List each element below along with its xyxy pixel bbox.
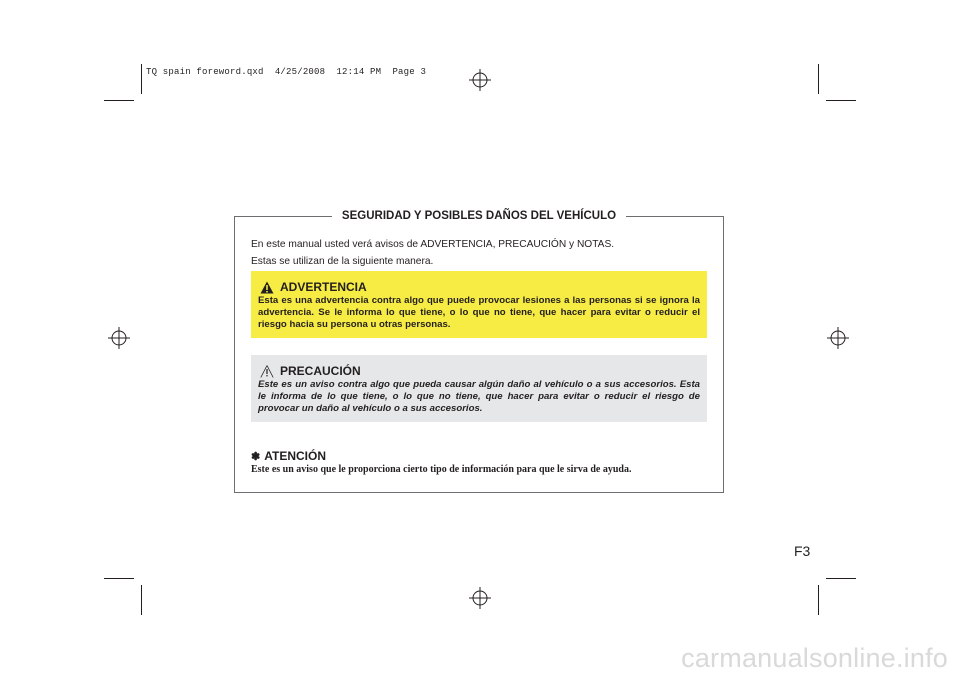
caution-heading-row [258,364,700,378]
section-title: SEGURIDAD Y POSIBLES DAÑOS DEL VEHÍCULO [332,210,626,222]
crop-mark [826,100,856,101]
page-number: F3 [794,543,811,559]
crop-mark [826,578,856,579]
crop-mark [141,64,142,94]
caution-box [251,355,707,422]
print-slug: TQ spain foreword.qxd 4/25/2008 12:14 PM Page 3 [146,67,427,77]
watermark: carmanualsonline.info [681,643,948,673]
warning-heading: ADVERTENCIA [280,280,367,294]
crop-mark [104,578,134,579]
note-block [251,449,707,476]
registration-mark-icon [108,327,130,349]
intro-text [251,236,614,270]
caution-triangle-icon [260,365,274,378]
section-title-wrap [235,207,723,224]
registration-mark-icon [827,327,849,349]
note-text: Este es un aviso que le proporciona cierto tipo de información para que le sirva de ayuda. [251,464,632,475]
warning-triangle-icon [260,281,274,294]
crop-mark [818,64,819,94]
crop-mark [141,585,142,615]
caution-text: Este es un aviso contra algo que pueda causar algún daño al vehículo o a sus accesorios. Esta le informa de lo que tiene, o lo que no tiene, que hacer para evitar o reducir el riesgo de provocar un daño al vehículo o a sus accesorios. [258,379,700,414]
safety-section-frame [234,210,724,493]
intro-line-1: En este manual usted verá avisos de ADVERTENCIA, PRECAUCIÓN y NOTAS. [251,239,615,250]
registration-mark-icon [469,587,491,609]
caution-heading: PRECAUCIÓN [280,364,361,378]
note-star-icon: ✽ [251,450,261,463]
registration-mark-icon [469,69,491,91]
intro-line-2: Estas se utilizan de la siguiente manera. [251,256,434,267]
warning-heading-row [258,280,700,294]
crop-mark [818,585,819,615]
warning-text: Esta es una advertencia contra algo que puede provocar lesiones a las personas si se ignora la advertencia. Se le informa lo que tiene, o lo que no tiene, que hacer para evitar o reducir el riesgo hacia su persona u otras personas. [258,295,700,330]
crop-mark [104,100,134,101]
note-heading: ATENCIÓN [264,449,326,463]
warning-box [251,271,707,338]
note-heading-row [251,449,707,463]
